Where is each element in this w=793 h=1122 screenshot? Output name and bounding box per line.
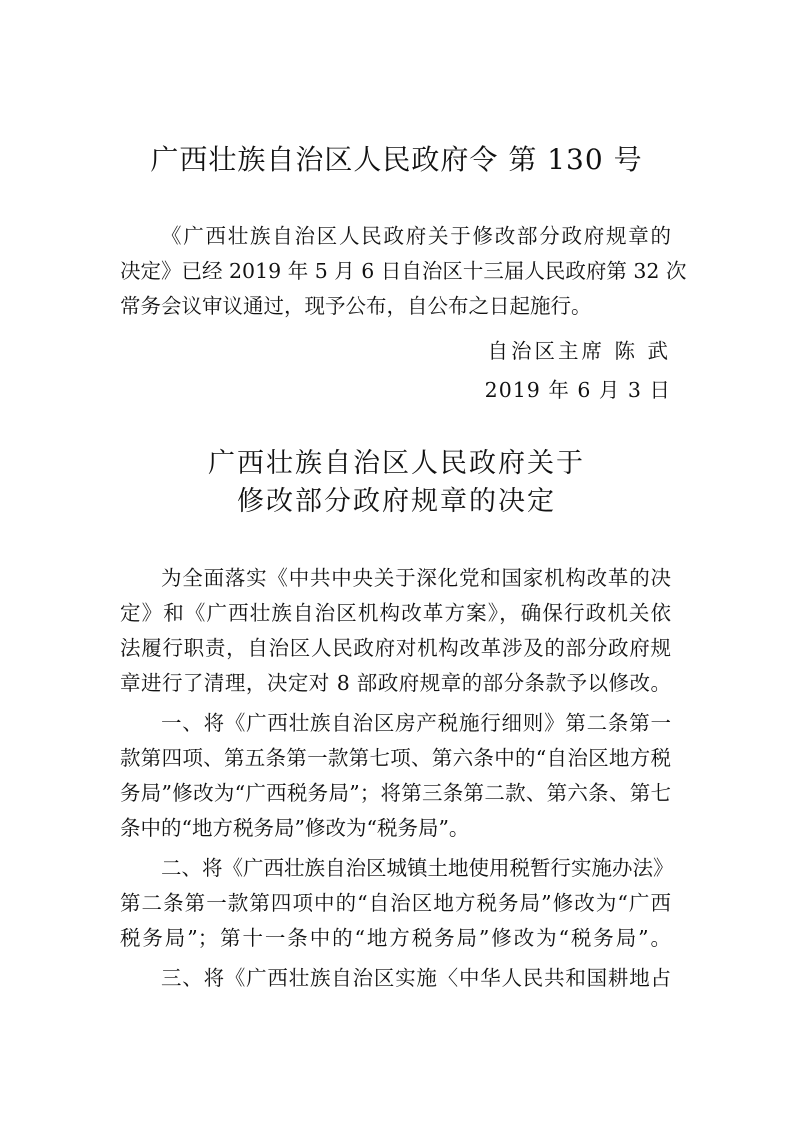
text-line: 第二条第一款第四项中的“自治区地方税务局”修改为“广西 xyxy=(120,891,671,915)
text-line: 常务会议审议通过，现予公布，自公布之日起施行。 xyxy=(120,294,592,318)
text-line: 章进行了清理，决定对 8 部政府规章的部分条款予以修改。 xyxy=(120,671,671,695)
order-title: 广西壮族自治区人民政府令 第 130 号 xyxy=(150,143,643,176)
paragraph-item-1 xyxy=(120,706,671,846)
text-line: 为全面落实《中共中央关于深化党和国家机构改革的决 xyxy=(161,566,671,590)
text-line: 二、将《广西壮族自治区城镇土地使用税暂行实施办法》 xyxy=(161,856,674,880)
decision-title-line-2: 修改部分政府规章的决定 xyxy=(237,486,556,517)
text-line: 条中的“地方税务局”修改为“税务局”。 xyxy=(120,816,470,840)
paragraph-item-2 xyxy=(120,851,674,956)
decision-title-line-1: 广西壮族自治区人民政府关于 xyxy=(208,448,585,479)
promulgation-paragraph xyxy=(120,219,687,324)
text-line: 务局”修改为“广西税务局”；将第三条第二款、第六条、第七 xyxy=(120,781,671,805)
paragraph-item-3 xyxy=(120,961,671,996)
text-line: 一、将《广西壮族自治区房产税施行细则》第二条第一 xyxy=(161,711,671,735)
text-line: 决定》已经 2019 年 5 月 6 日自治区十三届人民政府第 32 次 xyxy=(120,259,687,283)
text-line: 定》和《广西壮族自治区机构改革方案》，确保行政机关依 xyxy=(120,601,671,625)
decision-body xyxy=(120,561,674,1001)
text-line: 税务局”；第十一条中的“地方税务局”修改为“税务局”。 xyxy=(120,926,671,950)
text-line: 《广西壮族自治区人民政府关于修改部分政府规章的 xyxy=(161,224,671,248)
text-line: 三、将《广西壮族自治区实施〈中华人民共和国耕地占 xyxy=(161,966,671,990)
signature: 自治区主席 陈 武 xyxy=(487,339,671,363)
paragraph-preamble xyxy=(120,561,671,701)
text-line: 法履行职责，自治区人民政府对机构改革涉及的部分政府规 xyxy=(120,636,671,660)
date: 2019 年 6 月 3 日 xyxy=(484,378,671,402)
text-line: 款第四项、第五条第一款第七项、第六条中的“自治区地方税 xyxy=(120,746,671,770)
